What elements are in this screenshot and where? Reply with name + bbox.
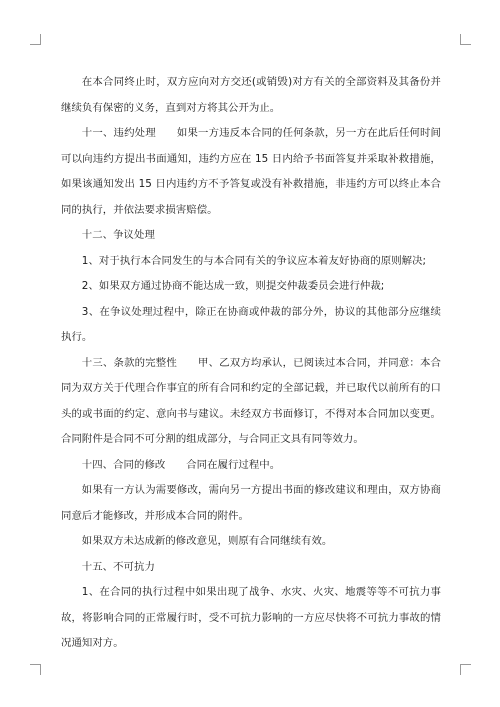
crop-mark-bottom-left [30,664,41,675]
document-body [61,70,441,657]
paragraph-force-majeure-1: 1、在合同的执行过程中如果出现了战争、水灾、火灾、地震等等不可抗力事故，将影响合同的正常履行时，受不可抗力影响的一方应尽快将不可抗力事故的情况通知对方。 [61,586,441,649]
crop-mark-top-left [30,34,41,45]
heading-dispute-resolution: 十二、争议处理 [81,229,155,241]
paragraph-amendment-proposal: 如果有一方认为需要修改，需向另一方提出书面的修改建议和理由，双方协商同意后才能修改，并形成本合同的附件。 [61,484,441,522]
paragraph-dispute-3: 3、在争议处理过程中，除正在协商或仲裁的部分外，协议的其他部分应继续执行。 [61,305,441,343]
crop-mark-top-right [460,34,471,45]
heading-contract-amendment: 十四、合同的修改 合同在履行过程中。 [81,458,281,471]
paragraph-breach-handling: 十一、违约处理 如果一方违反本合同的任何条款，另一方在此后任何时间可以向违约方提出书面通知，违约方应在 15 日内给予书面答复并采取补救措施，如果该通知发出 15 日内违约方不予答复或没有补救措施，非违约方可以终止本合同的执行，并依法要求损害赔偿。 [61,127,441,216]
paragraph-dispute-1: 1、对于执行本合同发生的与本合同有关的争议应本着友好协商的原则解决; [81,254,427,267]
paragraph-amendment-fallback: 如果双方未达成新的修改意见，则原有合同继续有效。 [81,535,333,547]
paragraph-confidentiality: 在本合同终止时，双方应向对方交还(或销毁)对方有关的全部资料及其备份并继续负有保密的义务，直到对方将其公开为止。 [61,76,441,114]
paragraph-dispute-2: 2、如果双方通过协商不能达成一致，则提交仲裁委员会进行仲裁; [81,280,385,292]
crop-mark-bottom-right [460,664,471,675]
heading-force-majeure: 十五、不可抗力 [81,560,155,573]
paragraph-entire-agreement: 十三、条款的完整性 甲、乙双方均承认，已阅读过本合同，并同意：本合同为双方关于代理合作事宜的所有合同和约定的全部记载，并已取代以前所有的口头的或书面的约定、意向书与建议。未经双方书面修订，不得对本合同加以变更。合同附件是合同不可分割的组成部分，与合同正文具有同等效力。 [61,356,441,445]
